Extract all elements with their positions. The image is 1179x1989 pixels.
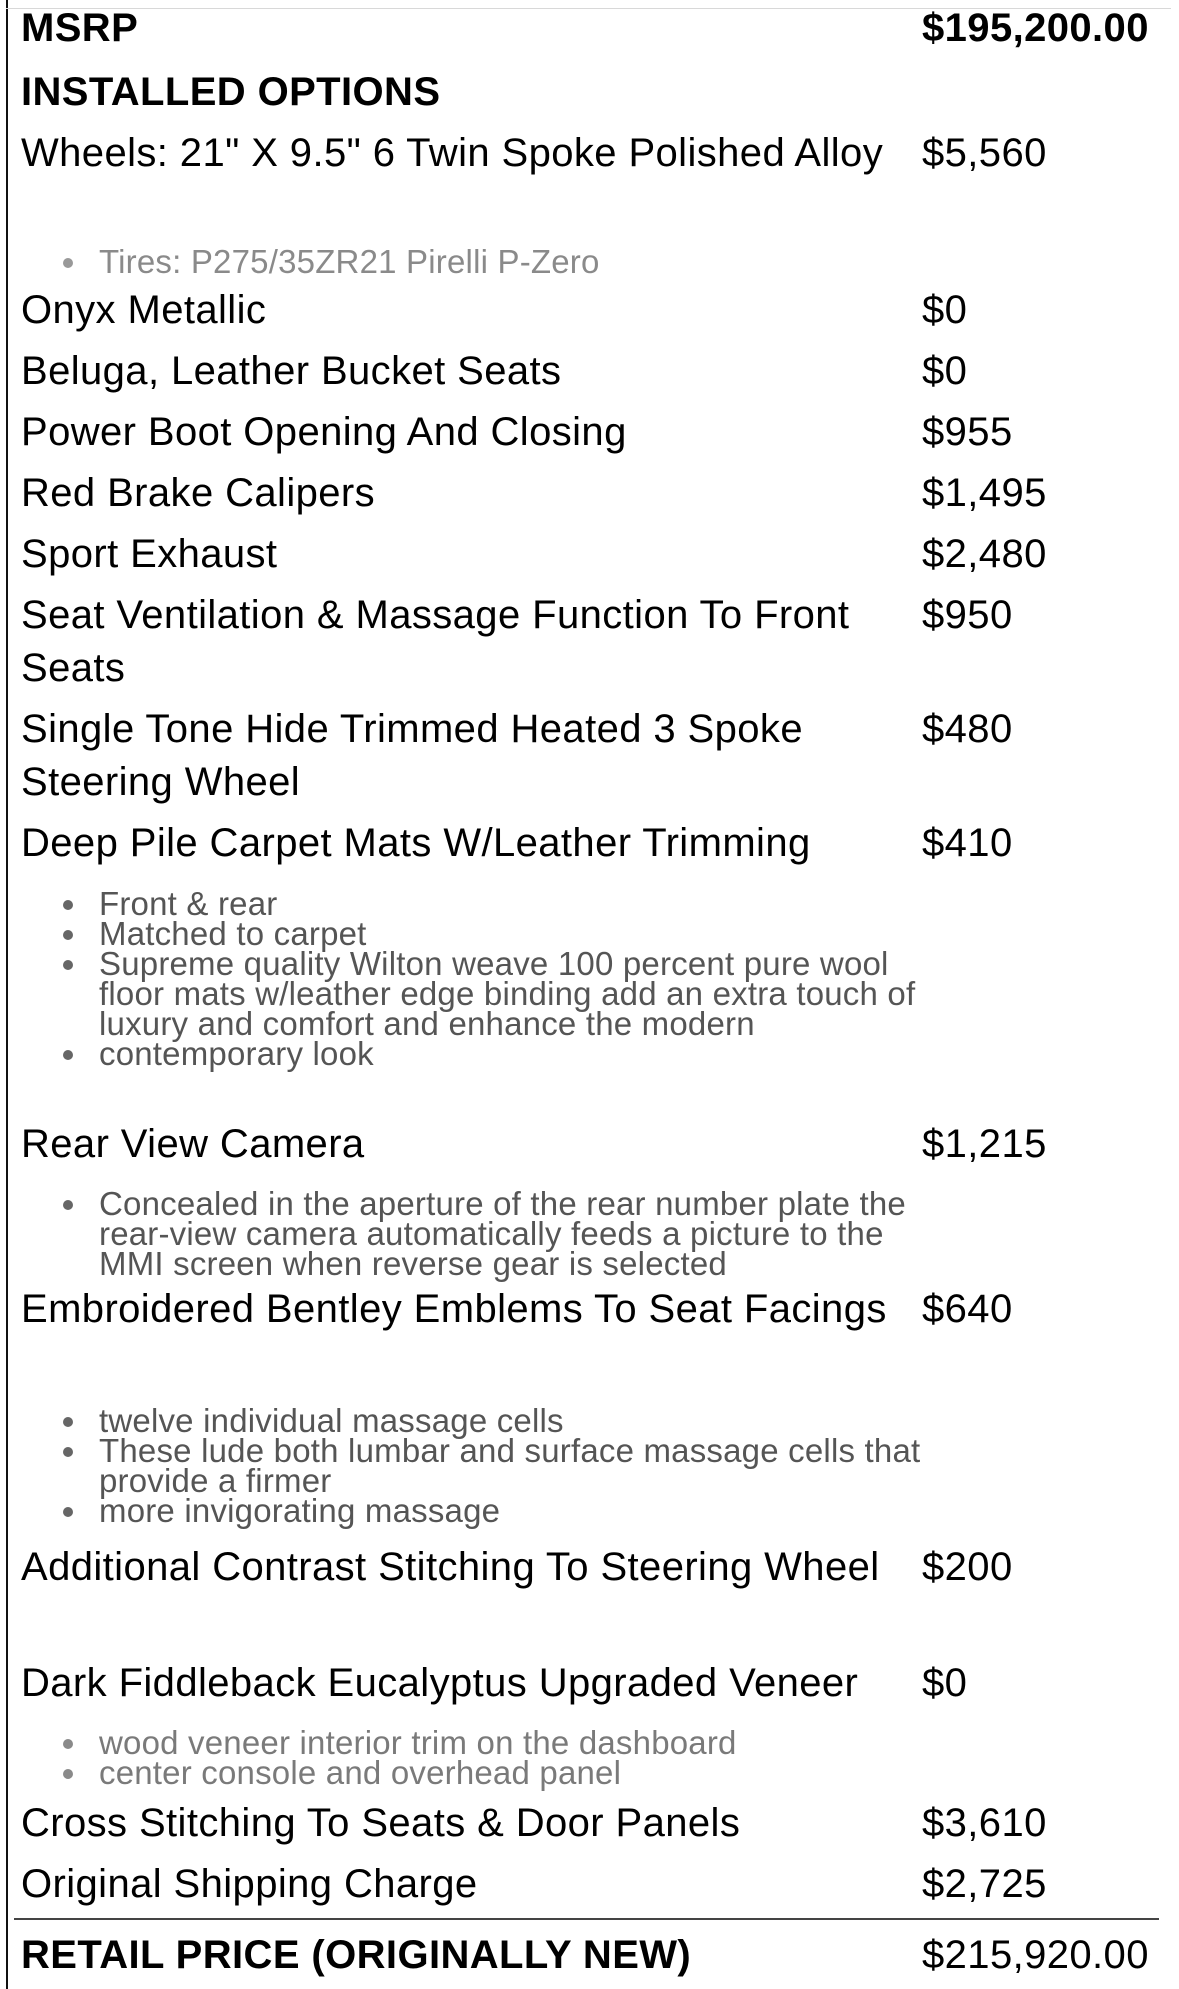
detail-item: contemporary look bbox=[21, 1039, 934, 1069]
option-name: Rear View Camera bbox=[21, 1122, 365, 1166]
total-divider bbox=[14, 1918, 1159, 1920]
option-price: $955 bbox=[922, 410, 1013, 454]
option-price: $410 bbox=[922, 821, 1013, 865]
bullet-icon bbox=[63, 1507, 73, 1517]
option-price: $1,495 bbox=[922, 471, 1047, 515]
retail-price-value: $215,920.00 bbox=[922, 1933, 1149, 1977]
detail-item: Matched to carpet bbox=[21, 919, 934, 949]
option-name: Power Boot Opening And Closing bbox=[21, 410, 627, 454]
left-border bbox=[6, 0, 8, 1989]
option-price: $0 bbox=[922, 288, 968, 332]
option-price: $5,560 bbox=[922, 131, 1047, 175]
option-price: $3,610 bbox=[922, 1801, 1047, 1845]
option-details-carpet-mats bbox=[21, 885, 934, 1072]
option-name: Cross Stitching To Seats & Door Panels bbox=[21, 1801, 741, 1845]
installed-options-heading: INSTALLED OPTIONS bbox=[21, 70, 441, 114]
bullet-icon bbox=[63, 1739, 73, 1749]
bullet-icon bbox=[63, 930, 73, 940]
bullet-icon bbox=[63, 1200, 73, 1210]
option-price: $2,480 bbox=[922, 532, 1047, 576]
msrp-label: MSRP bbox=[21, 6, 139, 50]
detail-item: more invigorating massage bbox=[21, 1496, 934, 1526]
retail-price-label: RETAIL PRICE (ORIGINALLY NEW) bbox=[21, 1933, 692, 1977]
detail-item: Tires: P275/35ZR21 Pirelli P-Zero bbox=[21, 247, 934, 277]
detail-item: twelve individual massage cells bbox=[21, 1406, 934, 1436]
option-details-veneer bbox=[21, 1724, 934, 1791]
option-name: Onyx Metallic bbox=[21, 288, 267, 332]
option-name: Red Brake Calipers bbox=[21, 471, 376, 515]
option-name: Original Shipping Charge bbox=[21, 1862, 478, 1906]
option-details-rear-view-camera bbox=[21, 1185, 934, 1282]
option-price: $2,725 bbox=[922, 1862, 1047, 1906]
option-price: $1,215 bbox=[922, 1122, 1047, 1166]
detail-item: Supreme quality Wilton weave 100 percent pure wool floor mats w/leather edge binding add an extra touch of luxury and comfort and enhance the modern bbox=[21, 949, 934, 1039]
option-details-wheels bbox=[21, 243, 934, 280]
option-price: $640 bbox=[922, 1287, 1013, 1331]
detail-item: Front & rear bbox=[21, 889, 934, 919]
option-price: $0 bbox=[922, 349, 968, 393]
detail-item: center console and overhead panel bbox=[21, 1758, 934, 1788]
bullet-icon bbox=[63, 900, 73, 910]
bullet-icon bbox=[63, 1769, 73, 1779]
detail-item: These lude both lumbar and surface massage cells that provide a firmer bbox=[21, 1436, 934, 1496]
option-name: Single Tone Hide Trimmed Heated 3 Spoke Steering Wheel bbox=[21, 707, 803, 804]
bullet-icon bbox=[63, 1050, 73, 1060]
msrp-price: $195,200.00 bbox=[922, 6, 1149, 50]
option-price: $480 bbox=[922, 707, 1013, 751]
option-name: Sport Exhaust bbox=[21, 532, 278, 576]
option-price: $200 bbox=[922, 1545, 1013, 1589]
option-price: $950 bbox=[922, 593, 1013, 637]
option-name: Dark Fiddleback Eucalyptus Upgraded Veneer bbox=[21, 1661, 859, 1705]
detail-item: wood veneer interior trim on the dashboard bbox=[21, 1728, 934, 1758]
option-name: Embroidered Bentley Emblems To Seat Facings bbox=[21, 1287, 887, 1331]
detail-item: Concealed in the aperture of the rear number plate the rear-view camera automatically feeds a picture to the MMI screen when reverse gear is selected bbox=[21, 1189, 934, 1279]
option-name: Deep Pile Carpet Mats W/Leather Trimming bbox=[21, 821, 811, 865]
option-name: Beluga, Leather Bucket Seats bbox=[21, 349, 562, 393]
bullet-icon bbox=[63, 1417, 73, 1427]
option-details-embroidered-emblems bbox=[21, 1402, 934, 1529]
option-name: Wheels: 21" X 9.5" 6 Twin Spoke Polished Alloy bbox=[21, 131, 884, 175]
option-name: Seat Ventilation & Massage Function To Front Seats bbox=[21, 593, 850, 690]
option-price: $0 bbox=[922, 1661, 968, 1705]
bullet-icon bbox=[63, 960, 73, 970]
option-name: Additional Contrast Stitching To Steering Wheel bbox=[21, 1545, 880, 1589]
bullet-icon bbox=[63, 258, 73, 268]
bullet-icon bbox=[63, 1447, 73, 1457]
